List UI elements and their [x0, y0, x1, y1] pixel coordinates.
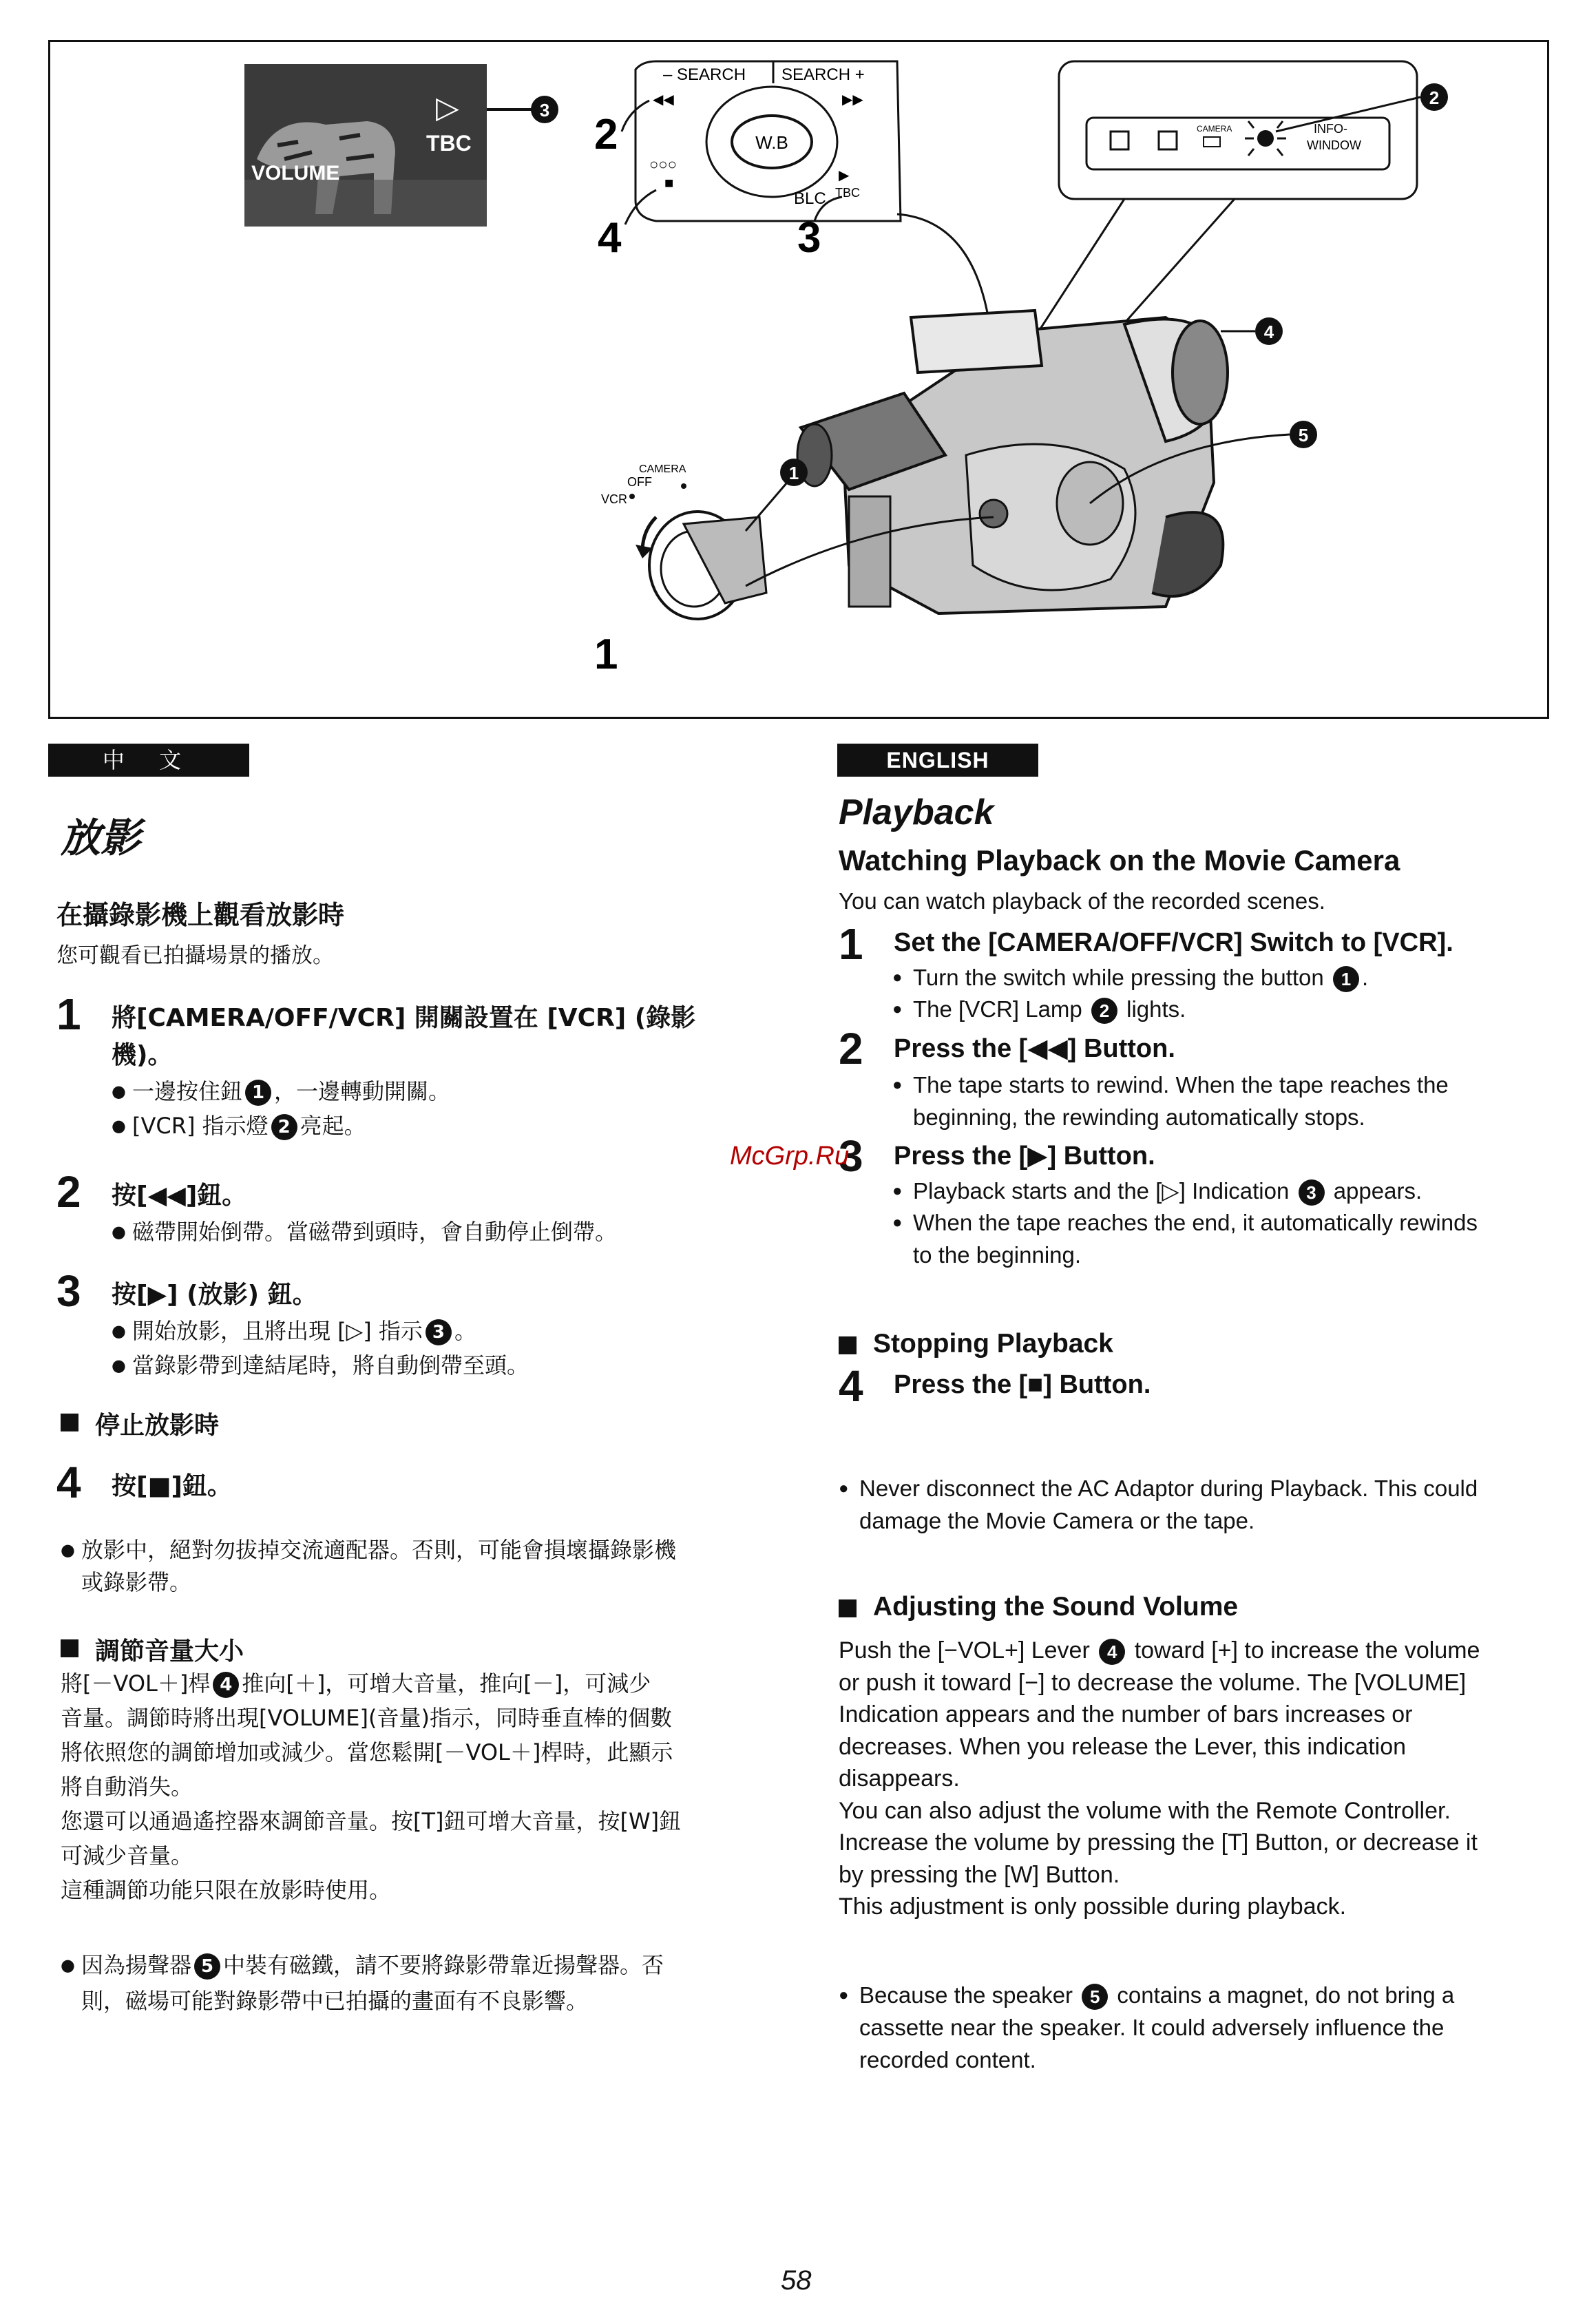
svg-text:○○○: ○○○ — [649, 156, 677, 173]
page-title-english: Playback — [839, 793, 994, 832]
note-ac-adaptor-english: ● Never disconnect the AC Adaptor during Playback. This could damage the Movie Camera or the tape. — [839, 1472, 1575, 1537]
camera-illustration — [50, 42, 1551, 721]
callout-2 — [1420, 83, 1448, 111]
svg-text:1: 1 — [594, 631, 618, 678]
step-4-english — [839, 1361, 1555, 1412]
illustration-frame — [48, 40, 1549, 719]
bullet-step1-lamp: ● [VCR] 指示燈 2 亮起。 — [112, 1110, 366, 1142]
page-number: 58 — [781, 2265, 812, 2296]
camera-off-vcr-switch — [601, 463, 766, 619]
control-panel — [636, 61, 901, 221]
step-text: Press the [◀◀] Button. — [894, 1034, 1175, 1063]
callout-1 — [780, 459, 808, 486]
callout-4-inline: 4 — [1099, 1639, 1125, 1665]
step-text: Set the [CAMERA/OFF/VCR] Switch to [VCR]. — [894, 928, 1453, 957]
svg-text:TBC: TBC — [835, 186, 860, 200]
page-title-chinese: 放影 — [61, 815, 141, 861]
callout-3-inline: 3 — [426, 1319, 452, 1345]
section-title-english: Watching Playback on the Movie Camera — [839, 844, 1400, 877]
svg-text:4: 4 — [1263, 322, 1274, 342]
svg-text:2: 2 — [594, 111, 618, 158]
step-number: 4 — [839, 1361, 863, 1411]
language-label-chinese: 中 文 — [48, 744, 249, 777]
step-number: 2 — [56, 1167, 81, 1217]
callout-5 — [1290, 421, 1317, 448]
svg-text:CAMERA: CAMERA — [1197, 124, 1232, 134]
svg-text:3: 3 — [797, 214, 821, 262]
bullet-step2-rewind: ● 磁帶開始倒帶。當磁帶到頭時，會自動停止倒帶。 — [112, 1216, 617, 1248]
note-ac-adaptor-chinese: ● 放影中，絕對勿拔掉交流適配器。否則，可能會損壞攝錄影機 或錄影帶。 — [61, 1534, 790, 1599]
step-text: Press the [■] Button. — [894, 1370, 1151, 1399]
volume-paragraph-chinese: 將[－VOL＋]桿 4 推向[＋]，可增大音量，推向[－]，可減少 音量。調節時將出現[VOLUME](音量)指示，同時垂直棒的個數 將依照您的調節增加或減少。當您鬆開[－VOL＋]桿時，此顯示 將自動消失。 您還可以通過遙控器來調節音量。按[T]鈕可增大音量，按[W]鈕 可減少音量。 這種調節功能只限在放影時使用。 — [61, 1670, 682, 1903]
step-text: 按[▶] (放影) 鈕。 — [112, 1281, 317, 1309]
step-number: 3 — [839, 1131, 863, 1181]
callout-3-monitor — [531, 96, 558, 123]
step-text: 按[◀◀]鈕。 — [112, 1182, 247, 1210]
bullet-step1-press-button: ● 一邊按住鈕 1 ，一邊轉動開關。 — [112, 1075, 450, 1108]
callout-3-inline: 3 — [1299, 1179, 1325, 1206]
svg-text:■: ■ — [664, 174, 674, 191]
watermark: McGrp.Ru — [730, 1142, 850, 1171]
svg-text:INFO-: INFO- — [1314, 122, 1347, 136]
svg-text:WINDOW: WINDOW — [1307, 138, 1361, 152]
svg-text:TBC: TBC — [426, 131, 472, 156]
note-speaker-chinese: ● 因為揚聲器 5 中裝有磁鐵，請不要將錄影帶靠近揚聲器。否 則，磁場可能對錄影帶中已拍攝的畫面有不良影響。 — [61, 1947, 790, 2019]
step-text: 將[CAMERA/OFF/VCR] 開關設置在 [VCR] (錄影 — [112, 1004, 696, 1032]
svg-text:5: 5 — [1298, 425, 1309, 445]
info-window-panel — [1059, 61, 1417, 199]
bullet-step1-lamp: ● The [VCR] Lamp 2 lights. — [892, 993, 1186, 1025]
step-3-chinese — [56, 1266, 773, 1316]
svg-text:CAMERA: CAMERA — [639, 463, 686, 475]
svg-text:3: 3 — [539, 100, 550, 120]
callout-5-inline: 5 — [194, 1953, 220, 1980]
callout-5-inline: 5 — [1082, 1984, 1108, 2010]
svg-text:▶: ▶ — [839, 168, 850, 183]
bullet-step3-play: ● 開始放影，且將出現 [▷] 指示 3 。 — [112, 1315, 476, 1347]
step-number: 3 — [56, 1266, 81, 1316]
step-number: 2 — [839, 1024, 863, 1073]
step-4-chinese — [56, 1458, 773, 1508]
svg-text:1: 1 — [788, 463, 799, 483]
bullet-step3-play: ● Playback starts and the [▷] Indication 3 appears. — [892, 1175, 1422, 1207]
note-speaker-english: ● Because the speaker 5 contains a magnet, do not bring a cassette near the speaker. It could adversely influence the recorded content. — [839, 1979, 1575, 2076]
step-number: 4 — [56, 1458, 81, 1507]
callout-4-inline: 4 — [213, 1672, 239, 1698]
callout-2-inline: 2 — [1091, 998, 1117, 1024]
step-2-english — [839, 1024, 1555, 1074]
bullet-step2-rewind: ● The tape starts to rewind. When the tape reaches the beginning, the rewinding automatically stops. — [892, 1069, 1449, 1133]
step-number: 1 — [839, 919, 863, 969]
callout-4 — [1255, 317, 1283, 345]
stop-heading-english: Stopping Playback — [839, 1329, 1113, 1359]
bullet-step1-turn-switch: ● Turn the switch while pressing the button 1 . — [892, 961, 1368, 994]
svg-text:VCR: VCR — [601, 492, 628, 506]
step-number: 1 — [56, 989, 81, 1039]
callout-2-inline: 2 — [271, 1114, 297, 1140]
svg-text:SEARCH +: SEARCH + — [781, 65, 865, 84]
bullet-step3-auto-rewind: ● 當錄影帶到達結尾時，將自動倒帶至頭。 — [112, 1350, 529, 1382]
callout-1-inline: 1 — [1333, 966, 1359, 992]
step-1-chinese — [56, 989, 773, 1069]
bullet-step3-auto-rewind: ● When the tape reaches the end, it automatically rewinds to the beginning. — [892, 1206, 1478, 1271]
volume-heading-chinese: 調節音量大小 — [61, 1632, 244, 1667]
svg-text:2: 2 — [1429, 87, 1440, 108]
intro-chinese: 您可觀看已拍攝場景的播放。 — [56, 943, 334, 968]
volume-heading-english: Adjusting the Sound Volume — [839, 1592, 1238, 1622]
svg-text:◀◀: ◀◀ — [653, 92, 674, 107]
section-title-chinese: 在攝錄影機上觀看放影時 — [56, 900, 345, 930]
svg-text:OFF: OFF — [627, 475, 652, 489]
step-text: Press the [▶] Button. — [894, 1142, 1155, 1171]
svg-text:▶▶: ▶▶ — [842, 92, 863, 107]
callout-1-inline: 1 — [245, 1080, 271, 1106]
volume-paragraph-english: Push the [−VOL+] Lever 4 toward [+] to increase the volume or push it toward [−] to decrease the volume. The [VOLUME] Indication appears and the number of bars increases or decreases. When you release the Lever, this indication disappears. You can also adjust the volume with the Remote Controller. Increase the volume by pressing the [T] Button, or decrease it by pressing the [W] Button. This adjustment is only possible during playback. — [839, 1637, 1480, 1920]
stop-heading-chinese: 停止放影時 — [61, 1406, 219, 1441]
camcorder — [797, 311, 1228, 613]
svg-text:4: 4 — [598, 214, 622, 262]
step-2-chinese — [56, 1167, 773, 1217]
step-text-cont: 機)。 — [112, 1041, 173, 1069]
svg-text:BLC: BLC — [794, 189, 826, 208]
svg-text:W.B: W.B — [755, 132, 788, 153]
monitor-screen — [244, 64, 487, 227]
svg-text:– SEARCH: – SEARCH — [663, 65, 746, 84]
intro-english: You can watch playback of the recorded scenes. — [839, 888, 1325, 914]
svg-text:VOLUME: VOLUME — [251, 162, 340, 185]
language-label-english: ENGLISH — [837, 744, 1038, 777]
svg-text:▷: ▷ — [436, 91, 459, 125]
step-text: 按[■]鈕。 — [112, 1472, 232, 1500]
